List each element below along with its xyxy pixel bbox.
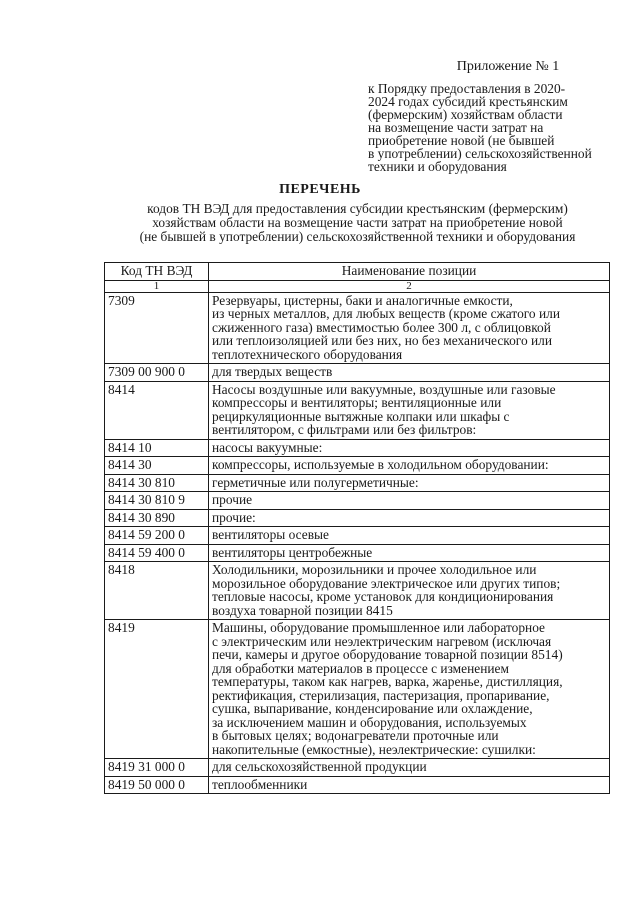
table-row [105,562,610,620]
row-code: 8419 50 000 0 [105,776,209,794]
row-name: насосы вакуумные: [209,439,610,457]
row-name: Резервуары, цистерны, баки и аналогичные емкости, из черных металлов, для любых веществ (кроме сжатого или сжиженного газа) вместимостью более 300 л, с облицовкой или теплоизоляцией или без них, но без механического или теплотехнического оборудования [209,292,610,364]
row-name: Насосы воздушные или вакуумные, воздушные или газовые компрессоры и вентиляторы; вентиляционные или рециркуляционные вытяжные колпаки или шкафы с вентилятором, с фильтрами или без фильтров: [209,381,610,439]
table-row [105,527,610,545]
row-name: герметичные или полугерметичные: [209,474,610,492]
row-name: вентиляторы осевые [209,527,610,545]
table-row [105,474,610,492]
row-name: Машины, оборудование промышленное или лабораторное с электрическим или неэлектрическим нагревом (исключая печи, камеры и другое оборудование товарной позиции 8514) для обработки материалов в процессе с изменением температуры, таком как нагрев, варка, жаренье, дистилляция, ректификация, стерилизация, пастеризация, пропаривание, сушка, выпаривание, конденсирование или охлаждение, за исключением машин и оборудования, используемых в бытовых целях; водонагреватели проточные или накопительные (емкостные), неэлектрические: сушилки: [209,620,610,759]
row-code: 8419 [105,620,209,759]
table-row [105,457,610,475]
appendix-title: Приложение № 1 [456,59,560,74]
row-code: 8414 30 810 [105,474,209,492]
row-name: прочие [209,492,610,510]
appendix-text: к Порядку предоставления в 2020- 2024 годах субсидий крестьянским (фермерским) хозяйствам области на возмещение части затрат на приобретение новой (не бывшей в употреблении) сельскохозяйственной техники и оборудования [368,81,592,174]
table-row [105,759,610,777]
row-code: 8418 [105,562,209,620]
column-number-2: 2 [209,280,610,292]
column-number-row [105,280,610,292]
appendix-block [368,60,618,173]
row-code: 8414 30 [105,457,209,475]
table-row [105,492,610,510]
table-row [105,509,610,527]
table-row [105,381,610,439]
table-row [105,620,610,759]
table-row [105,439,610,457]
row-code: 8414 30 890 [105,509,209,527]
document-subtitle: кодов ТН ВЭД для предоставления субсидии крестьянским (фермерским) хозяйствам области на возмещение части затрат на приобретение новой (не бывшей в употреблении) сельскохозяйственной техники и оборудования [139,201,576,244]
row-code: 8419 31 000 0 [105,759,209,777]
table-row [105,292,610,364]
table-header-row [105,263,610,281]
row-name: Холодильники, морозильники и прочее холодильное или морозильное оборудование электрическое или других типов; тепловые насосы, кроме установок для кондиционирования воздуха товарной позиции 8415 [209,562,610,620]
row-code: 7309 [105,292,209,364]
row-name: теплообменники [209,776,610,794]
header-code: Код ТН ВЭД [105,263,209,281]
row-code: 7309 00 900 0 [105,364,209,382]
table-row [105,776,610,794]
row-code: 8414 59 200 0 [105,527,209,545]
row-name: вентиляторы центробежные [209,544,610,562]
row-name: для сельскохозяйственной продукции [209,759,610,777]
row-name: прочие: [209,509,610,527]
table-row [105,544,610,562]
column-number-1: 1 [105,280,209,292]
table-row [105,364,610,382]
row-code: 8414 30 810 9 [105,492,209,510]
header-name: Наименование позиции [209,263,610,281]
codes-table [104,262,610,794]
row-code: 8414 10 [105,439,209,457]
row-name: для твердых веществ [209,364,610,382]
table-body [105,292,610,794]
row-code: 8414 59 400 0 [105,544,209,562]
row-name: компрессоры, используемые в холодильном оборудовании: [209,457,610,475]
document-heading: ПЕРЕЧЕНЬ [279,182,361,197]
row-code: 8414 [105,381,209,439]
